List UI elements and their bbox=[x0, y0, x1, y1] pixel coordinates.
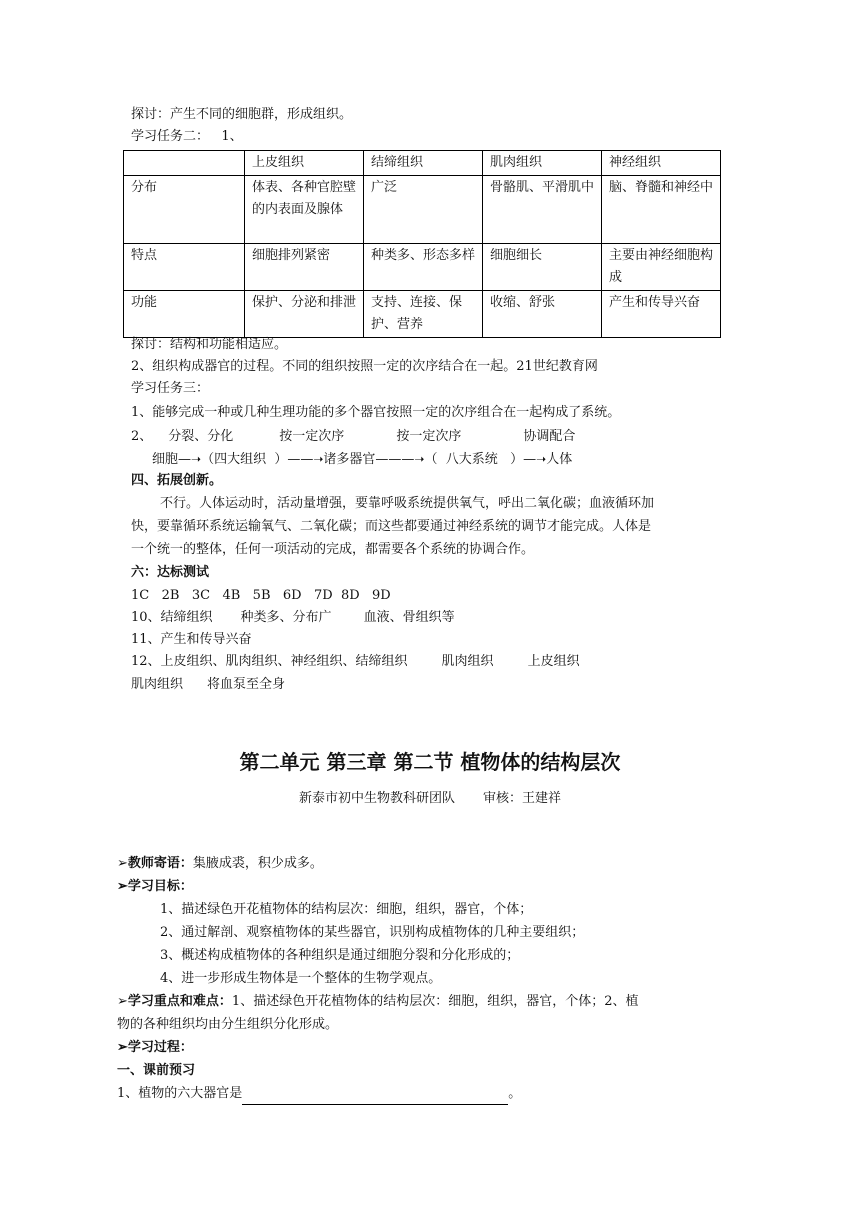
section-4-para-3: 一个统一的整体，任何一项活动的完成，都需要各个系统的协调合作。 bbox=[131, 542, 535, 557]
learning-task-2: 学习任务二： 1、 bbox=[131, 129, 243, 144]
teacher-label: 教师寄语： bbox=[127, 856, 193, 871]
answer-11: 11、产生和传导兴奋 bbox=[131, 632, 252, 647]
flow-arrow: — bbox=[523, 452, 537, 467]
flow-arrow: ——— bbox=[375, 452, 415, 467]
arrowhead-icon: ➝ bbox=[536, 452, 547, 466]
reviewer: 审核：王建祥 bbox=[483, 791, 562, 806]
answer-12-part-4: 肌肉组织 bbox=[131, 677, 184, 692]
answer-12-part-1: 12、上皮组织、肌肉组织、神经组织、结缔组织 bbox=[131, 654, 408, 669]
process-label: 学习过程： bbox=[127, 1040, 193, 1055]
team-name: 新泰市初中生物教科研团队 bbox=[298, 791, 455, 806]
answer-12-cont bbox=[131, 674, 285, 696]
label-coordination: 协调配合 bbox=[523, 429, 576, 444]
teacher-text: 集腋成裘，积少成多。 bbox=[192, 856, 323, 871]
table-header-cell: 上皮组织 bbox=[245, 151, 364, 176]
arrowhead-icon: ➝ bbox=[191, 452, 202, 466]
answer-10-part-3: 血液、骨组织等 bbox=[363, 610, 455, 625]
goal-item: 2、通过解剖、观察植物体的某些器官，识别构成植物体的几种主要组织； bbox=[160, 925, 585, 940]
item-number: 2、 bbox=[131, 429, 153, 444]
key-points bbox=[117, 991, 638, 1013]
table-cell: 产生和传导兴奋 bbox=[602, 291, 721, 338]
table-header-cell: 神经组织 bbox=[602, 151, 721, 176]
table-header-cell: 肌肉组织 bbox=[483, 151, 602, 176]
table-row bbox=[124, 291, 721, 338]
question-1-suffix: 。 bbox=[508, 1086, 522, 1101]
key-text-1: 1、描述绿色开花植物体的结构层次：细胞，组织，器官，个体；2、植 bbox=[231, 994, 639, 1009]
table-cell: 细胞细长 bbox=[483, 244, 602, 291]
arrowhead-icon: ➝ bbox=[414, 452, 425, 466]
answer-10 bbox=[131, 607, 455, 629]
bullet-arrow-icon: ➢ bbox=[117, 856, 128, 871]
hierarchy-flow bbox=[152, 448, 572, 471]
lesson-byline bbox=[0, 788, 860, 810]
section-6-heading: 六：达标测试 bbox=[131, 565, 210, 580]
flow-cell: 细胞 bbox=[152, 452, 179, 467]
preview-heading: 一、课前预习 bbox=[117, 1063, 196, 1078]
table-row-label: 分布 bbox=[124, 176, 245, 244]
answer-12-part-2: 肌肉组织 bbox=[441, 654, 494, 669]
goal-item: 1、描述绿色开花植物体的结构层次：细胞，组织，器官，个体； bbox=[160, 902, 533, 917]
answer-10-part-2: 种类多、分布广 bbox=[240, 610, 332, 625]
organ-process-text: 2、组织构成器官的过程。不同的组织按照一定的次序结合在一起。21世纪教育网 bbox=[131, 359, 598, 374]
process-labels-row bbox=[131, 426, 575, 448]
table-cell: 主要由神经细胞构成 bbox=[602, 244, 721, 291]
tissue-table bbox=[123, 150, 721, 338]
process-heading bbox=[117, 1037, 193, 1059]
label-division: 分裂、分化 bbox=[168, 429, 234, 444]
key-text-2: 物的各种组织均由分生组织分化形成。 bbox=[117, 1017, 339, 1032]
discussion-text-1: 探讨：产生不同的细胞群，形成组织。 bbox=[131, 107, 353, 122]
table-row bbox=[124, 244, 721, 291]
table-cell: 细胞排列紧密 bbox=[245, 244, 364, 291]
learning-task-3: 学习任务三： bbox=[131, 381, 210, 396]
answer-12-part-5: 将血泵至全身 bbox=[207, 677, 286, 692]
table-cell: 广泛 bbox=[364, 176, 483, 244]
goals-label: 学习目标： bbox=[127, 879, 193, 894]
section-4-para-2: 快，要靠循环系统运输氧气、二氧化碳；而这些都要通过神经系统的调节才能完成。人体是 bbox=[131, 519, 652, 534]
table-cell: 种类多、形态多样 bbox=[364, 244, 483, 291]
question-1 bbox=[117, 1083, 521, 1105]
teacher-message bbox=[117, 853, 323, 875]
flow-organs: 诸多器官 bbox=[323, 452, 376, 467]
table-row-label: 特点 bbox=[124, 244, 245, 291]
label-order-1: 按一定次序 bbox=[279, 429, 345, 444]
discussion-text-2: 探讨：结构和功能相适应。 bbox=[131, 337, 288, 352]
answer-10-part-1: 10、结缔组织 bbox=[131, 610, 213, 625]
bullet-arrow-icon: ➢ bbox=[117, 1040, 128, 1055]
table-row bbox=[124, 176, 721, 244]
key-label: 学习重点和难点： bbox=[127, 994, 232, 1009]
bullet-arrow-icon: ➢ bbox=[117, 879, 128, 894]
bullet-arrow-icon: ➢ bbox=[117, 994, 128, 1009]
table-cell: 保护、分泌和排泄 bbox=[245, 291, 364, 338]
arrowhead-icon: ➝ bbox=[313, 452, 324, 466]
flow-body: 人体 bbox=[546, 452, 573, 467]
lesson-title: 第二单元 第三章 第二节 植物体的结构层次 bbox=[239, 750, 621, 774]
goal-item: 3、概述构成植物体的各种组织是通过细胞分裂和分化形成的； bbox=[160, 948, 520, 963]
answer-list: 1C 2B 3C 4B 5B 6D 7D 8D 9D bbox=[131, 588, 391, 603]
label-order-2: 按一定次序 bbox=[396, 429, 462, 444]
flow-system: （ 八大系统 ） bbox=[424, 452, 524, 467]
system-definition: 1、能够完成一种或几种生理功能的多个器官按照一定的次序组合在一起构成了系统。 bbox=[131, 405, 621, 420]
goal-item: 4、进一步形成生物体是一个整体的生物学观点。 bbox=[160, 971, 442, 986]
flow-arrow: — bbox=[178, 452, 192, 467]
section-4-heading: 四、拓展创新。 bbox=[131, 473, 223, 488]
flow-tissue: （四大组织 ） bbox=[201, 452, 288, 467]
goals-heading bbox=[117, 876, 193, 898]
answer-12 bbox=[131, 651, 580, 673]
table-cell: 体表、各种官腔壁的内表面及腺体 bbox=[245, 176, 364, 244]
flow-arrow: —— bbox=[287, 452, 314, 467]
question-1-prefix: 1、植物的六大器官是 bbox=[117, 1086, 243, 1101]
table-cell: 骨骼肌、平滑肌中 bbox=[483, 176, 602, 244]
table-cell: 脑、脊髓和神经中 bbox=[602, 176, 721, 244]
table-cell: 支持、连接、保护、营养 bbox=[364, 291, 483, 338]
table-row-label: 功能 bbox=[124, 291, 245, 338]
section-4-para-1: 不行。人体运动时，活动量增强，要靠呼吸系统提供氧气，呼出二氧化碳；血液循环加 bbox=[160, 496, 655, 511]
answer-12-part-3: 上皮组织 bbox=[527, 654, 580, 669]
table-header-cell: 结缔组织 bbox=[364, 151, 483, 176]
table-cell: 收缩、舒张 bbox=[483, 291, 602, 338]
table-header-row bbox=[124, 151, 721, 176]
answer-blank[interactable] bbox=[242, 1089, 508, 1105]
table-header-cell bbox=[124, 151, 245, 176]
